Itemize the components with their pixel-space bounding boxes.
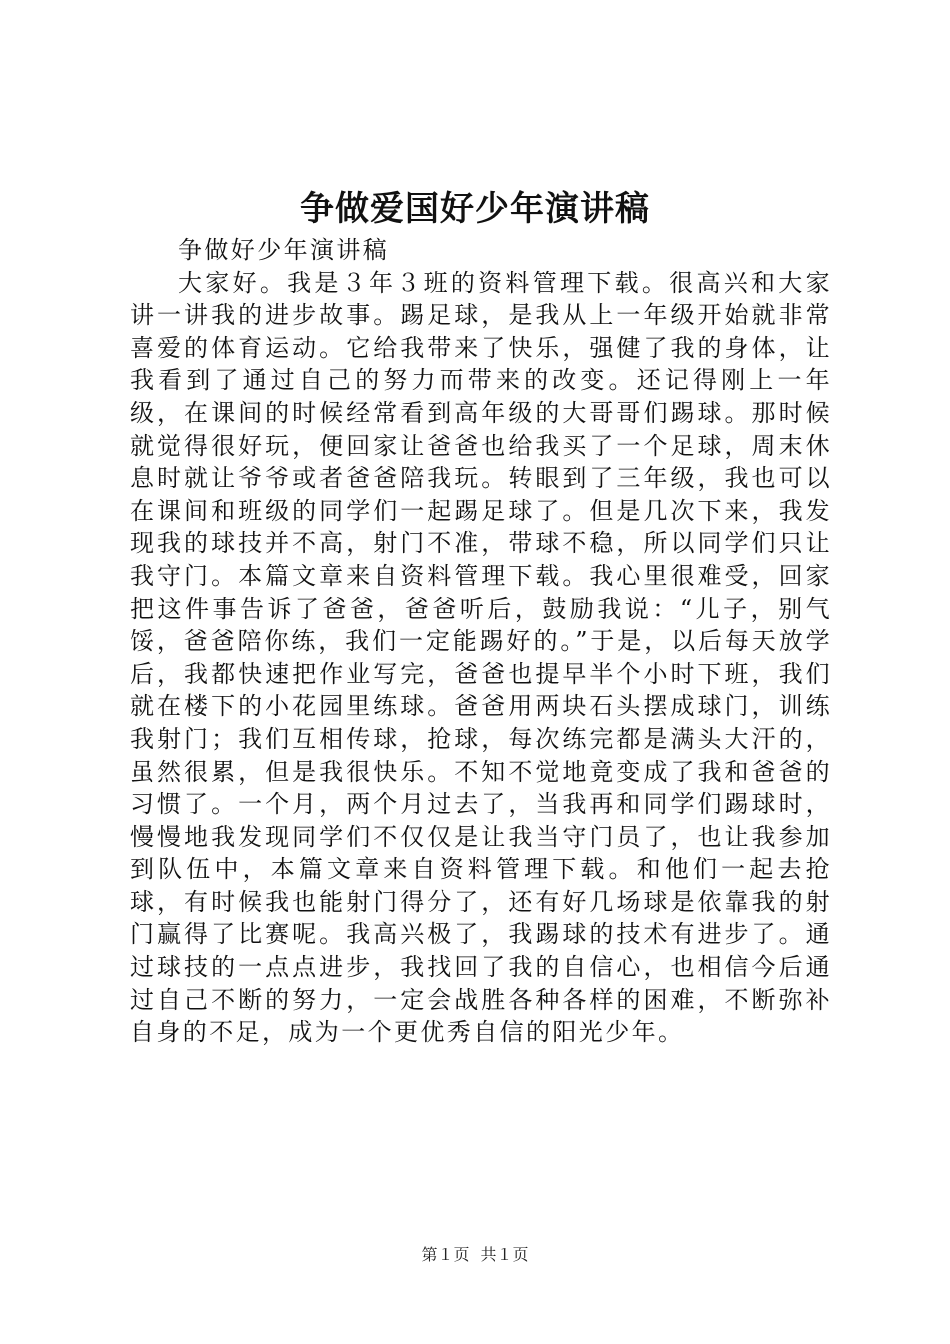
document-title: 争做爱国好少年演讲稿 — [300, 189, 650, 229]
document-body — [130, 234, 832, 1049]
page-footer — [0, 1244, 950, 1266]
body-paragraph: 大家好。我是３年３班的资料管理下载。很高兴和大家讲一讲我的进步故事。踢足球，是我从上一年级开始就非常喜爱的体育运动。它给我带来了快乐，强健了我的身体，让我看到了通过自己的努力而带来的改变。还记得刚上一年级，在课间的时候经常看到高年级的大哥哥们踢球。那时候就觉得很好玩，便回家让爸爸也给我买了一个足球，周末休息时就让爷爷或者爸爸陪我玩。转眼到了三年级，我也可以在课间和班级的同学们一起踢足球了。但是几次下来，我发现我的球技并不高，射门不准，带球不稳，所以同学们只让我守门。本篇文章来自资料管理下载。我心里很难受，回家把这件事告诉了爸爸，爸爸听后，鼓励我说：“儿子，别气馁，爸爸陪你练，我们一定能踢好的。”于是，以后每天放学后，我都快速把作业写完，爸爸也提早半个小时下班，我们就在楼下的小花园里练球。爸爸用两块石头摆成球门，训练我射门；我们互相传球，抢球，每次练完都是满头大汗的，虽然很累，但是我很快乐。不知不觉地竟变成了我和爸爸的习惯了。一个月，两个月过去了，当我再和同学们踢球时，慢慢地我发现同学们不仅仅是让我当守门员了，也让我参加到队伍中，本篇文章来自资料管理下载。和他们一起去抢球，有时候我也能射门得分了，还有好几场球是依靠我的射门赢得了比赛呢。我高兴极了，我踢球的技术有进步了。通过球技的一点点进步，我找回了我的自信心，也相信今后通过自己不断的努力，一定会战胜各种各样的困难，不断弥补自身的不足，成为一个更优秀自信的阳光少年。 — [130, 268, 832, 1047]
page-number: 第１页 — [421, 1245, 470, 1264]
page-total: 共１页 — [480, 1245, 529, 1264]
document-subtitle: 争做好少年演讲稿 — [178, 236, 390, 264]
